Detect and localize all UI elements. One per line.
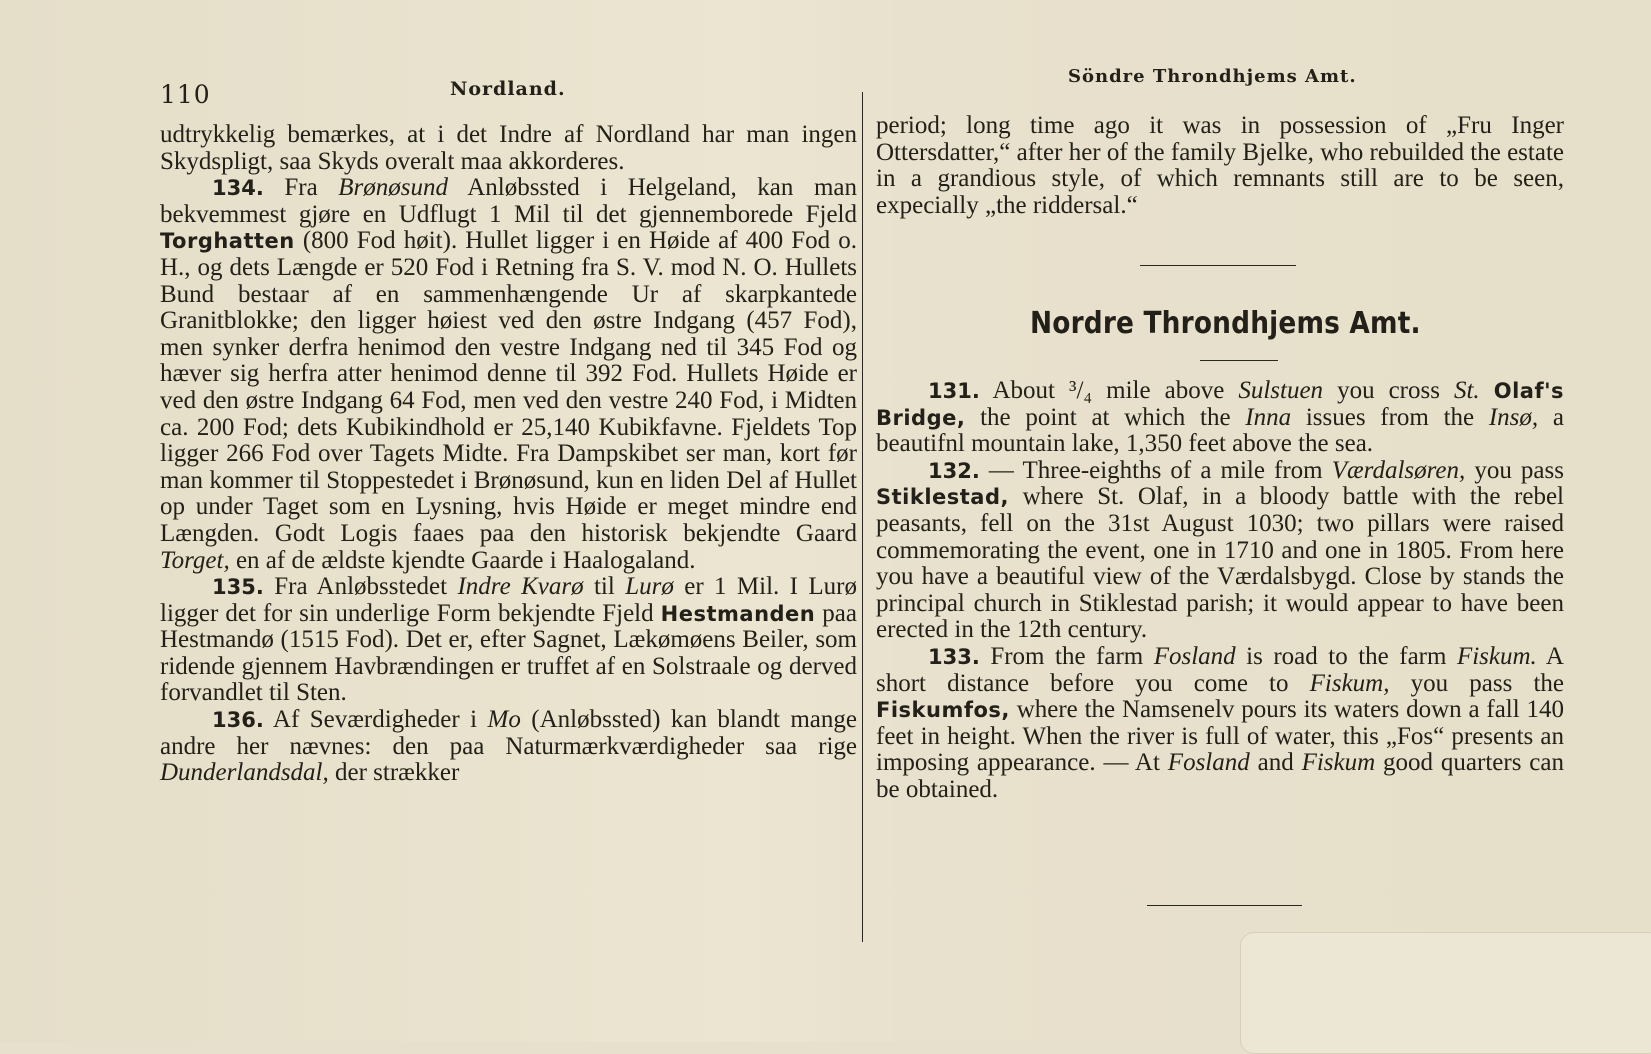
entry-number: 131.	[928, 379, 980, 403]
page-number: 110	[160, 80, 211, 109]
landmark-name: Olaf's Bridge,	[876, 379, 1565, 430]
landmark-name: Fiskumfos,	[876, 698, 1010, 723]
title-rule	[1200, 360, 1278, 361]
place-name: Insø,	[1488, 403, 1539, 431]
entry-131: 131. About ³/₄ mile above Sulstuen you cross St. Olaf's Bridge, the point at which the Inna issues from the Insø, a beautifnl mountain lake, 1,350 feet above the sea.	[876, 377, 1565, 458]
entry-number: 133.	[928, 644, 980, 669]
place-name: St.	[1453, 377, 1480, 404]
place-name: Sulstuen	[1238, 377, 1324, 404]
place-name: Torget,	[160, 546, 230, 574]
place-name: Fiskum.	[1456, 642, 1537, 670]
section-title: Nordre Throndhjems Amt.	[1030, 306, 1421, 341]
place-name: Lurø	[625, 573, 674, 601]
place-name: Værdalsøren,	[1331, 456, 1466, 484]
place-name: Brønøsund	[338, 174, 449, 202]
place-name: Mo	[487, 706, 521, 734]
landmark-name: Hestmanden	[660, 601, 816, 626]
place-name: Indre Kvarø	[457, 573, 584, 601]
place-name: Dunderlandsdal,	[160, 759, 329, 787]
landmark-name: Stiklestad,	[876, 485, 1009, 510]
left-column	[160, 122, 857, 787]
right-column	[876, 113, 1564, 219]
right-column-entries	[876, 378, 1564, 804]
place-name: Fiskum	[1301, 749, 1376, 777]
column-divider	[862, 92, 863, 942]
entry-132: 132. — Three-eighths of a mile from Værdalsøren, you pass Stiklestad, where St. Olaf, in a bloody battle with the rebel peasants, fell on the 31st August 1030; two pillars were raised commemorating the event, one in 1710 and one in 1805. From here you have a beautiful view of the Værdalsbygd. Close by stands the principal church in Stiklestad parish; it would appear to have been erected in the 12th century.	[876, 456, 1564, 644]
entry-135: 135. Fra Anløbsstedet Indre Kvarø til Lurø er 1 Mil. I Lurø ligger det for sin underlige Form bekjendte Fjeld Hestmanden paa Hestmandø (1515 Fod). Det er, efter Sagnet, Lækømøens Beiler, som ridende gjennem Havbrændingen er truffet af en Solstraale og derved forvandlet til Sten.	[160, 573, 857, 707]
end-rule	[1147, 905, 1302, 906]
entry-number: 134.	[212, 176, 264, 201]
entry-number: 132.	[928, 458, 980, 483]
right-running-head: Söndre Throndhjems Amt.	[1068, 66, 1357, 87]
place-name: Fosland	[1153, 642, 1236, 670]
entry-136: 136. Af Seværdigheder i Mo (Anløbssted) kan blandt mange andre her nævnes: den paa Naturmærkværdigheder saa rige Dunderlandsdal, der strækker	[160, 706, 857, 787]
place-name: Fiskum,	[1309, 669, 1390, 697]
place-name: Inna	[1245, 403, 1292, 431]
landmark-name: Torghatten	[160, 229, 295, 254]
left-running-head: Nordland.	[450, 78, 566, 100]
entry-number: 136.	[212, 708, 264, 733]
entry-133: 133. From the farm Fosland is road to the farm Fiskum. A short distance before you come to Fiskum, you pass the Fiskumfos, where the Namsenelv pours its waters down a fall 140 feet in height. When the river is full of water, this „Fos“ presents an imposing appearance. — At Fosland and Fiskum good quarters can be obtained.	[876, 642, 1564, 803]
paragraph-continued: period; long time ago it was in possession of „Fru Inger Ottersdatter,“ after her of the family Bjelke, who rebuilded the estate in a grandious style, of which remnants still are to be seen, expecially „the riddersal.“	[876, 112, 1564, 219]
place-name: Fosland	[1167, 749, 1250, 777]
page-tab-mark	[1240, 932, 1651, 1054]
entry-number: 135.	[212, 575, 264, 600]
entry-134: 134. Fra Brønøsund Anløbssted i Helgeland, kan man bekvemmest gjøre en Udflugt 1 Mil til det gjennemborede Fjeld Torghatten (800 Fod høit). Hullet ligger i en Høide af 400 Fod o. H., og dets Længde er 520 Fod i Retning fra S. V. mod N. O. Hullets Bund bestaar af en sammenhængende Ur af skarpkantede Granitblokke; den ligger høiest ved den østre Indgang (457 Fod), men synker derfra henimod den vestre Indgang ned til 345 Fod og hæver sig herfra atter henimod denne til 392 Fod. Hullets Høide er ved den østre Indgang 64 Fod, men ved den vestre 240 Fod, i Midten ca. 200 Fod; dets Kubikindhold er 25,140 Kubikfavne. Fjeldets Top ligger 266 Fod over Tagets Midte. Fra Dampskibet ser man, kort før man kommer til Stoppestedet i Brønøsund, kun en liden Del af Hullet op under Taget som en Lysning, hvis Høide er meget mindre end Længden. Godt Logis faaes paa den historisk bekjendte Gaard Torget, en af de ældste kjendte Gaarde i Haalogaland.	[160, 174, 857, 574]
paragraph-continued: udtrykkelig bemærkes, at i det Indre af Nordland har man ingen Skydspligt, saa Skyds overalt maa akkorderes.	[160, 121, 857, 175]
section-rule	[1140, 265, 1296, 266]
